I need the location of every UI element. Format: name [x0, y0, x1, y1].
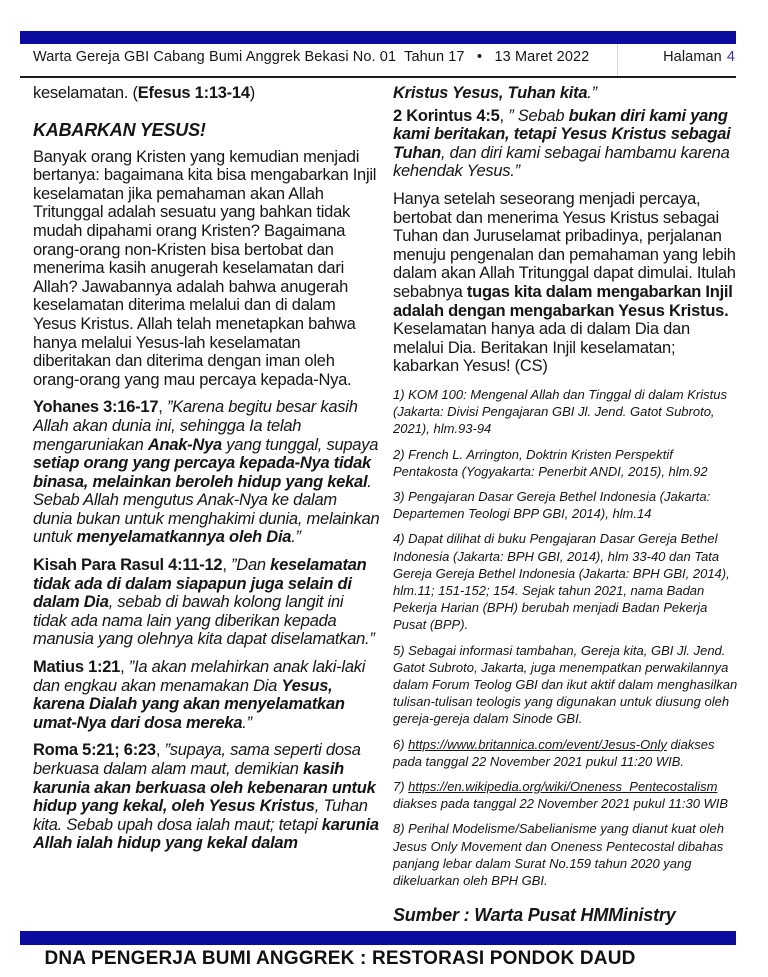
footnote-item	[393, 820, 740, 889]
verse-korintus	[393, 107, 740, 181]
text-segment: ”Karena begitu besar kasih Allah akan dunia ini, sehingga Ia telah mengaruniakan	[33, 398, 358, 454]
footnote-item	[393, 446, 740, 480]
footnote-link[interactable]: https://en.wikipedia.org/wiki/Oneness_Pentecostalism	[408, 778, 718, 794]
text-segment: kasih karunia akan berkuasa oleh kebenaran untuk hidup yang kekal, oleh Yesus Kristus	[33, 760, 376, 816]
footnote-item	[393, 778, 740, 812]
text-segment: .”	[291, 528, 301, 547]
text-segment: 8) Perihal Modelisme/Sabelianisme yang dianut kuat oleh Jesus Only Movement dan Oneness Pentecostal dibahas panjang lebar dalam Surat No.159 tahun 2020 yang dikeluarkan oleh BPH GBI.	[393, 821, 724, 888]
text-segment: ”Dan	[231, 556, 271, 575]
verse-kisah-para-rasul	[33, 556, 380, 649]
text-segment: ,	[155, 741, 165, 760]
article-content	[33, 84, 741, 929]
text-segment: 4) Dapat dilihat di buku Pengajaran Dasar Gereja Bethel Indonesia (Jakarta: BPH GBI, 2014), hlm 33-40 dan Tata Gereja Gereja Bethel Indonesia (Jakarta: BPH GBI, 2014), hlm.11; 151-152; 154. Sejak tahun 2021, nama Badan Pekerja Harian (BPH) berubah menjadi Badan Pekerja Pusat (BPP).	[393, 531, 730, 633]
header-cell-divider	[617, 44, 618, 76]
text-segment: 5) Sebagai informasi tambahan, Gereja kita, GBI Jl. Jend. Gatot Subroto, Jakarta, juga menempatkan perwakilannya dalam Forum Teolog GBI dan ikut aktif dalam menghasilkan tulisan-tulisan teologis yang digunakan untuk diusung oleh gereja-gereja dalam Sinode GBI.	[393, 642, 738, 727]
left-column	[33, 84, 380, 929]
text-segment: tugas kita dalam mengabarkan Injil adalah dengan mengabarkan Yesus Kristus.	[393, 282, 733, 320]
text-segment: 2 Korintus 4:5	[393, 106, 500, 125]
text-segment: Anak-Nya	[147, 435, 222, 454]
text-segment: 1) KOM 100: Mengenal Allah dan Tinggal di dalam Kristus (Jakarta: Divisi Pengajaran GBI Jl. Jend. Gatot Subroto, 2021), hlm.93-94	[393, 386, 727, 437]
text-segment: Efesus 1:13-14	[137, 84, 250, 102]
footnote-item	[393, 642, 740, 728]
top-accent-bar	[20, 31, 736, 44]
text-segment: Hanya setelah seseorang menjadi percaya, bertobat dan menerima Yesus Kristus sebagai Tuhan dan Juruselamat pribadinya, perjalanan menuju pengenalan dan pemahaman yang lebih dalam akan Allah Tritunggal dapat dimulai. Itulah sebabnya	[393, 189, 736, 301]
text-segment: karunia Allah ialah hidup yang kekal dalam	[33, 815, 379, 853]
header-issue-info: Warta Gereja GBI Cabang Bumi Anggrek Bekasi No. 01 Tahun 17 • 13 Maret 2022	[33, 49, 590, 65]
text-segment: , sebab di bawah kolong langit ini tidak ada nama lain yang diberikan kepada manusia yang olehnya kita dapat diselamatkan.”	[33, 593, 375, 649]
text-segment: keselamatan. (	[33, 84, 138, 102]
text-segment: .”	[587, 84, 597, 102]
text-segment: menyelamatkannya oleh Dia	[76, 528, 292, 547]
verse-roma-continuation	[393, 84, 740, 103]
text-segment: keselamatan tidak ada di dalam siapapun juga selain di dalam Dia	[33, 556, 367, 612]
footnote-item	[393, 488, 740, 522]
text-segment: Yohanes 3:16-17	[33, 398, 159, 417]
header-rule	[20, 76, 736, 78]
footnotes-section	[393, 386, 740, 889]
footnote-item	[393, 736, 740, 770]
text-segment: Keselamatan hanya ada di dalam Dia dan melalui Dia. Beritakan Injil keselamatan; kabarkan Yesus! (CS)	[393, 320, 690, 376]
text-segment: ,	[222, 556, 232, 575]
text-segment: ”supaya, sama seperti dosa berkuasa dalam alam maut, demikian	[33, 741, 361, 778]
text-segment: )	[249, 84, 256, 102]
intro-line	[33, 84, 380, 103]
footer-banner: DNA PENGERJA BUMI ANGGREK : RESTORASI PONDOK DAUD	[44, 948, 636, 969]
text-segment: Kristus Yesus, Tuhan kita	[393, 84, 588, 102]
text-segment: 7)	[393, 778, 409, 794]
verse-matius	[33, 658, 380, 732]
paragraph-closing	[393, 190, 740, 376]
page-number: 4	[726, 49, 735, 65]
text-segment: diakses pada tanggal 22 November 2021 pukul 11:20 WIB.	[393, 736, 715, 769]
verse-yohanes	[33, 398, 380, 547]
text-segment: 2) French L. Arrington, Doktrin Kristen Perspektif Pentakosta (Yogyakarta: Penerbit ANDI, 2015), hlm.92	[393, 446, 708, 479]
page-header	[33, 49, 735, 65]
text-segment: 3) Pengajaran Dasar Gereja Bethel Indonesia (Jakarta: Departemen Teologi BPP GBI, 2014), hlm.14	[393, 488, 711, 522]
footer-accent-bar	[20, 931, 736, 945]
text-segment: yang tunggal, supaya	[221, 435, 379, 454]
footnote-link[interactable]: https://www.britannica.com/event/Jesus-Only	[408, 736, 667, 752]
text-segment: Kisah Para Rasul 4:11-12	[33, 556, 223, 575]
footnote-item	[393, 530, 740, 633]
text-segment: ,	[499, 106, 509, 125]
right-column	[393, 84, 740, 929]
text-segment: setiap orang yang percaya kepada-Nya tidak binasa, melainkan beroleh hidup yang kekal	[33, 454, 371, 491]
page-number-group	[663, 49, 735, 65]
text-segment: . Sebab Allah mengutus Anak-Nya ke dalam dunia bukan untuk menghakimi dunia, melainkan untuk	[33, 472, 380, 547]
text-segment: Roma 5:21; 6:23	[33, 741, 156, 760]
verse-roma	[33, 741, 380, 853]
text-segment: ,	[158, 398, 167, 417]
text-segment: diakses pada tanggal 22 November 2021 pukul 11:30 WIB	[393, 796, 729, 812]
text-segment: bukan diri kami yang kami beritakan, tetapi Yesus Kristus sebagai Tuhan	[393, 106, 731, 162]
text-segment: 6)	[393, 736, 409, 752]
article-heading: KABARKAN YESUS!	[33, 119, 206, 140]
text-segment: ”Ia akan melahirkan anak laki-laki dan engkau akan menamakan Dia	[33, 658, 366, 695]
footnote-item	[393, 386, 740, 438]
source-line: Sumber : Warta Pusat HMMinistry	[393, 905, 676, 926]
text-segment: Yesus, karena Dialah yang akan menyelamatkan umat-Nya dari dosa mereka	[33, 676, 345, 732]
text-segment: ” Sebab	[508, 106, 569, 125]
text-segment: Banyak orang Kristen yang kemudian menjadi bertanya: bagaimana kita bisa mengabarkan Injil keselamatan jika pemahaman akan Allah Tritunggal adalah sesuatu yang bahkan tidak mudah dipahami orang Kristen? Bagaimana orang-orang non-Kristen bisa bertobat dan menerima kasih anugerah keselamatan dari Allah? Jawabannya adalah bahwa anugerah keselamatan diterima melalui dan di dalam Yesus Kristus. Allah telah menetapkan bahwa hanya melalui Yesus-lah keselamatan diberitakan dan diterima dengan iman oleh orang-orang yang mau percaya kepada-Nya.	[33, 147, 377, 389]
text-segment: , dan diri kami sebagai hambamu karena kehendak Yesus.”	[393, 143, 730, 181]
page-number-label: Halaman	[663, 49, 722, 65]
text-segment: .”	[242, 713, 252, 732]
paragraph-intro	[33, 148, 380, 390]
text-segment: , Tuhan kita. Sebab upah dosa ialah maut; tetapi	[33, 797, 368, 834]
text-segment: Matius 1:21	[33, 658, 121, 677]
text-segment: ,	[120, 658, 129, 677]
